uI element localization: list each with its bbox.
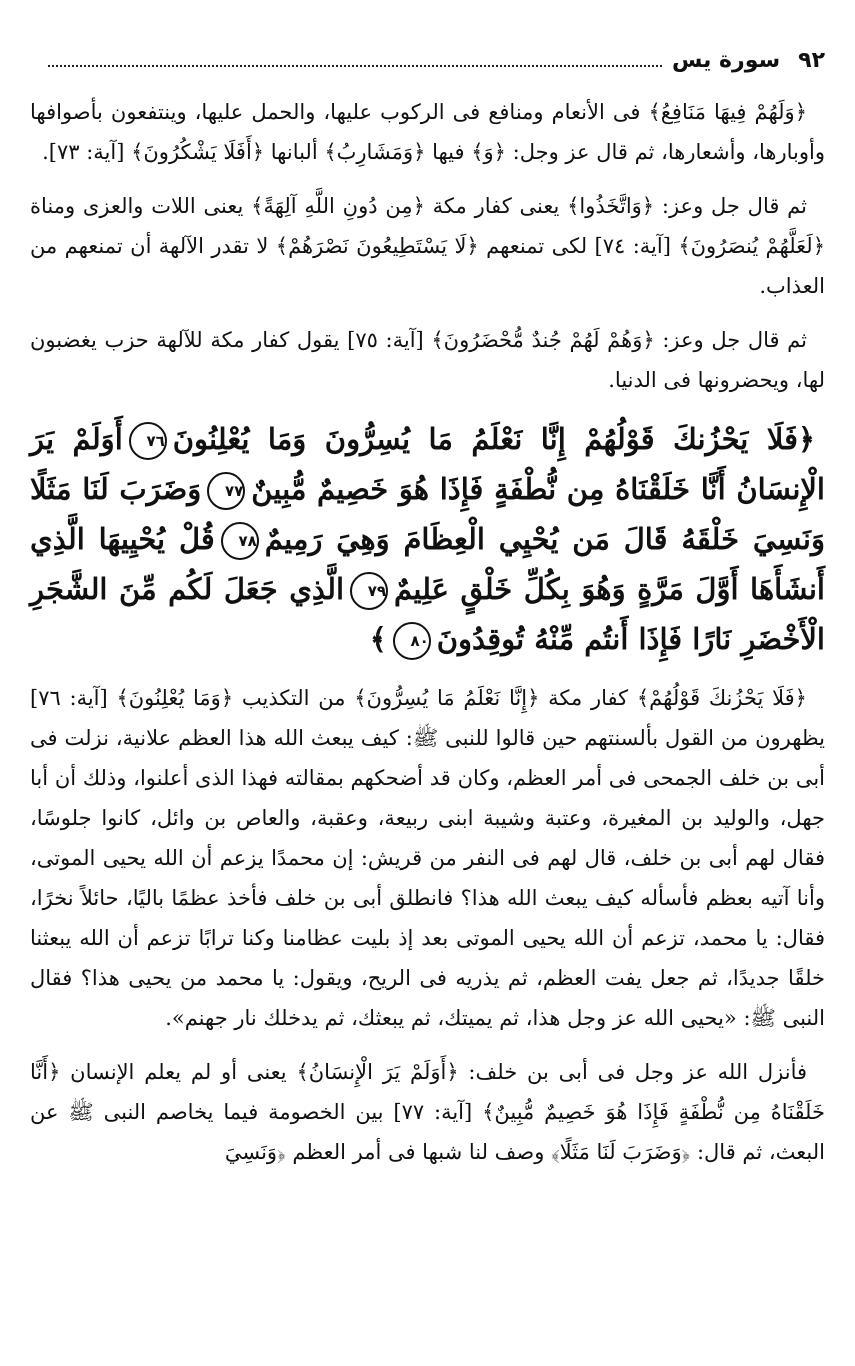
quran-quote: ﴿أَوَلَمْ يَرَ الْإِنسَانُ﴾: [296, 1060, 459, 1084]
text-segment: من التكذيب: [233, 686, 355, 710]
quran-quote: ﴿وَلَهُمْ فِيهَا مَنَافِعُ﴾: [648, 100, 807, 124]
quran-verses-block: [30, 414, 825, 664]
quran-quote: ﴿إِنَّا نَعْلَمُ مَا يُسِرُّونَ﴾: [354, 686, 540, 710]
surah-title: سورة يس: [672, 47, 781, 73]
verse-number-marker: ٧٧: [207, 472, 245, 510]
quran-quote: ﴿لَا يَسْتَطِيعُونَ نَصْرَهُمْ﴾: [275, 234, 479, 258]
text-segment: ثم قال جل وعز:: [654, 328, 808, 352]
text-segment: فى الأنعام ومنافع فى الركوب عليها، والحمل عليها، وينتفعون بأصوافها وأوبارها، وأشعارها، ثم قال عز وجل:: [30, 100, 825, 164]
quran-quote: ﴿وَمَا يُعْلِنُونَ﴾: [116, 686, 234, 710]
paragraph-ayah-75: [30, 320, 825, 400]
header-dotted-leader: [48, 65, 662, 67]
text-segment: [آية: ٧٣].: [42, 140, 132, 164]
text-segment: [آية: ٧٤] لكى تمنعهم: [478, 234, 679, 258]
text-segment: ألبانها: [264, 140, 325, 164]
text-segment: فأنزل الله عز وجل فى أبى بن خلف:: [458, 1060, 808, 1084]
verse-number-marker: ٧٨: [221, 522, 259, 560]
text-segment: فيها: [425, 140, 472, 164]
verse-number-marker: ٧٩: [350, 572, 388, 610]
text-segment: يعنى اللات والعزى ومناة: [30, 194, 252, 218]
verse-text: الَّذِي جَعَلَ لَكُم مِّنَ الشَّجَرِ الْأَخْضَرِ نَارًا فَإِذَا أَنتُم مِّنْهُ تُوقِدُونَ: [30, 572, 825, 656]
verse-number-marker: ٧٦: [129, 422, 167, 460]
verses-closing-bracket: ﴾: [369, 622, 387, 656]
commentary-ayah-77: [30, 1052, 825, 1172]
text-segment: [آية: ٧٧] بين الخصومة فيما يخاصم النبى ﷺ عن البعث، ثم قال:: [30, 1100, 825, 1164]
quran-quote: ﴿وَنَسِيَ: [224, 1140, 286, 1164]
quran-quote: ﴿لَعَلَّهُمْ يُنصَرُونَ﴾: [678, 234, 826, 258]
page-header: [38, 40, 825, 80]
quran-quote: ﴿وَهُمْ لَهُمْ جُندٌ مُّحْضَرُونَ﴾: [431, 328, 655, 352]
verse-text: ﴿فَلَا يَحْزُنكَ قَوْلُهُمْ إِنَّا نَعْلَمُ مَا يُسِرُّونَ وَمَا يُعْلِنُونَ: [172, 422, 815, 456]
text-segment: يعنى أو لم يعلم الإنسان: [60, 1060, 297, 1084]
paragraph-ayah-73: [30, 92, 825, 172]
text-segment: كفار مكة: [539, 686, 637, 710]
page-number: ٩٢: [798, 47, 825, 73]
page-body: [30, 92, 825, 1186]
quran-quote: ﴿مِن دُونِ اللَّهِ آلِهَةً﴾: [251, 194, 425, 218]
quran-quote: ﴿وَضَرَبَ لَنَا مَثَلًا﴾: [551, 1140, 691, 1164]
verse-text: أَوَلَمْ يَرَ الْإِنسَانُ أَنَّا خَلَقْنَاهُ مِن نُّطْفَةٍ فَإِذَا هُوَ خَصِيمٌ مُّبِينٌ: [30, 422, 825, 506]
verse-number-marker: ٨٠: [393, 622, 431, 660]
text-segment: لا تقدر الآلهة أن تمنعهم من العذاب.: [30, 234, 825, 298]
quran-quote: ﴿أَنَّا خَلَقْنَاهُ مِن نُّطْفَةٍ فَإِذَا هُوَ خَصِيمٌ مُّبِينٌ﴾: [30, 1060, 825, 1124]
paragraph-ayah-74: [30, 186, 825, 306]
quran-quote: ﴿وَمَشَارِبُ﴾: [324, 140, 426, 164]
quran-quote: ﴿وَاتَّخَذُوا﴾: [567, 194, 655, 218]
text-segment: [آية: ٧٥] يقول كفار مكة للآلهة حزب يغضبون لها، ويحضرونها فى الدنيا.: [30, 328, 825, 392]
verse-text: قُلْ يُحْيِيهَا الَّذِي أَنشَأَهَا أَوَّلَ مَرَّةٍ وَهُوَ بِكُلِّ خَلْقٍ عَلِيمٌ: [30, 522, 825, 606]
verse-text: وَضَرَبَ لَنَا مَثَلًا وَنَسِيَ خَلْقَهُ قَالَ مَن يُحْيِي الْعِظَامَ وَهِيَ رَمِيمٌ: [30, 472, 825, 556]
quran-quote: ﴿فَلَا يَحْزُنكَ قَوْلُهُمْ﴾: [636, 686, 807, 710]
text-segment: ثم قال جل وعز:: [654, 194, 807, 218]
quran-quote: ﴿أَفَلَا يَشْكُرُونَ﴾: [131, 140, 265, 164]
text-segment: يعنى كفار مكة: [424, 194, 568, 218]
text-segment: وصف لنا شبها فى أمر العظم: [285, 1140, 552, 1164]
quran-quote: ﴿وَ﴾: [471, 140, 506, 164]
text-segment: [آية: ٧٦] يظهرون من القول بألسنتهم حين قالوا للنبى ﷺ: كيف يبعث الله هذا العظم علانية، نزلت فى أبى بن خلف الجمحى فى أمر العظم، وكان قد أضحكهم بمقالته فهذا الذى أعلنوا، وذلك أن أبا جهل، والوليد بن المغيرة، وعتبة وشيبة ابنى ربيعة، وعقبة، والعاص بن وائل، كانوا جلوسًا، فقال لهم أبى بن خلف، قال لهم فى النفر من قريش: إن محمدًا يزعم أن الله يحيى الموتى، وأنا آتيه بعظم فأسأله كيف يبعث الله هذا؟ فانطلق أبى بن خلف فأخذ عظمًا باليًا، حائلاً نخرًا، فقال: يا محمد، تزعم أن الله يحيى الموتى بعد إذ بليت عظامنا وكنا ترابًا تزعم أن الله يبعثنا خلقًا جديدًا، ثم جعل يفت العظم، ثم يذريه فى الريح، ويقول: يا محمد من يحيى هذا؟ فقال النبى ﷺ: «يحيى الله عز وجل هذا، ثم يميتك، ثم يبعثك، ثم يدخلك نار جهنم».: [30, 686, 825, 1030]
commentary-ayah-76: [30, 678, 825, 1038]
